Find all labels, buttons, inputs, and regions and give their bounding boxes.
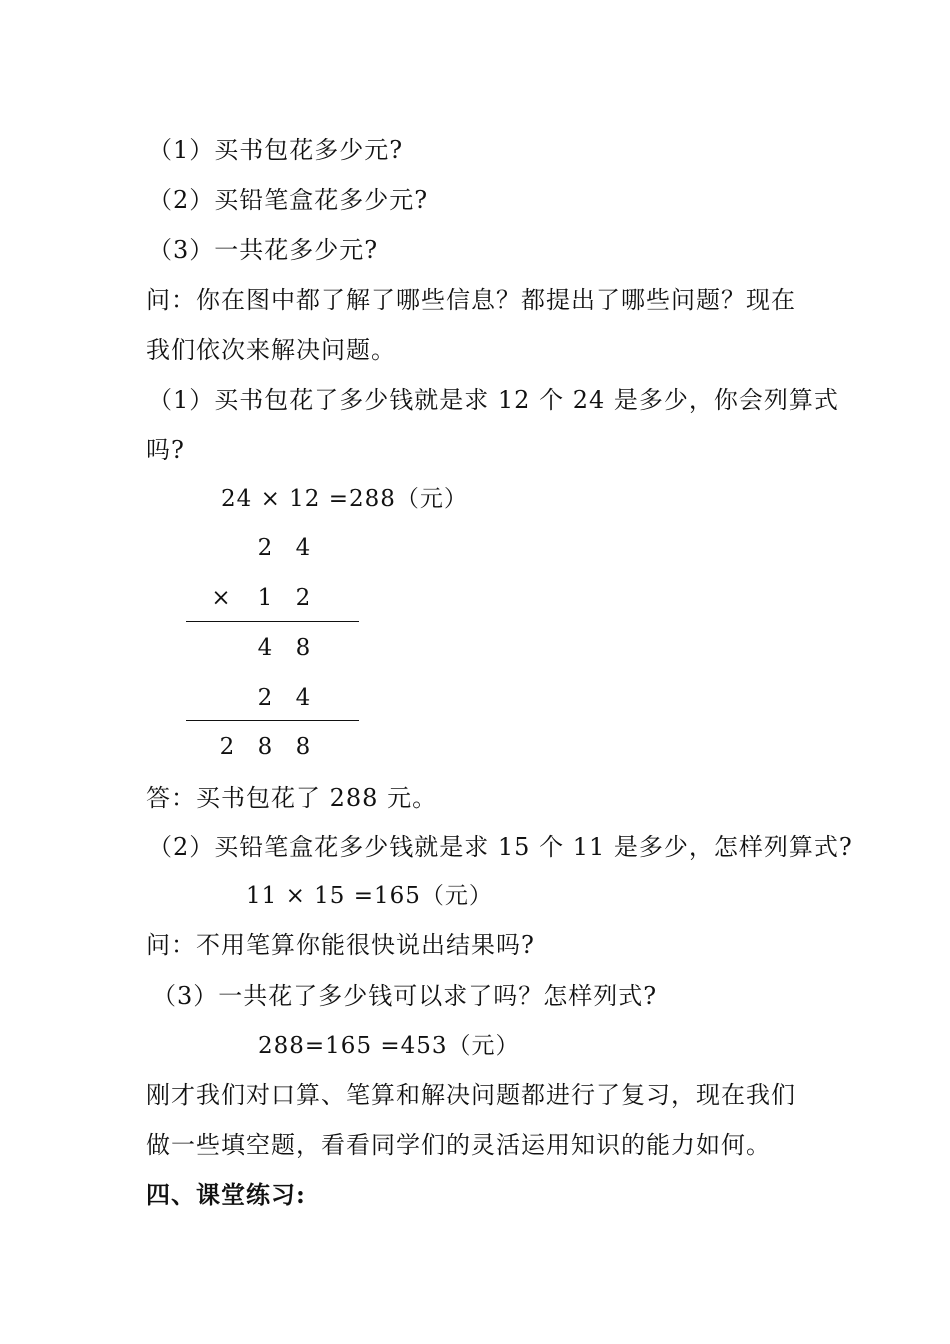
product-digit: 8 xyxy=(295,734,311,760)
multiplicand-digit: 2 xyxy=(257,535,273,561)
question-1: （1）买书包花多少元? xyxy=(148,136,404,164)
calc-divider-1 xyxy=(186,621,359,622)
teacher-question-mental: 问：不用笔算你能很快说出结果吗? xyxy=(146,931,535,959)
multiplier-digit: 2 xyxy=(295,585,311,611)
multiplier-digit: 1 xyxy=(257,585,273,611)
partial-product-digit: 2 xyxy=(257,685,273,711)
multiply-sign: × xyxy=(211,585,231,611)
question-2: （2）买铅笔盒花多少元? xyxy=(148,186,429,214)
step-3: （3）一共花了多少钱可以求了吗？怎样列式? xyxy=(152,982,658,1010)
partial-product-digit: 4 xyxy=(257,635,273,661)
section-heading: 四、课堂练习: xyxy=(146,1180,306,1209)
calc-divider-2 xyxy=(186,720,359,721)
multiplicand-digit: 4 xyxy=(295,535,311,561)
equation-1: 24 × 12 =288（元） xyxy=(221,486,468,512)
teacher-question-line-1: 问：你在图中都了解了哪些信息？都提出了哪些问题？现在 xyxy=(146,286,796,314)
step-2: （2）买铅笔盒花多少钱就是求 15 个 11 是多少，怎样列算式? xyxy=(148,833,853,861)
summary-line-2: 做一些填空题，看看同学们的灵活运用知识的能力如何。 xyxy=(146,1131,771,1159)
product-digit: 8 xyxy=(257,734,273,760)
summary-line-1: 刚才我们对口算、笔算和解决问题都进行了复习，现在我们 xyxy=(146,1081,796,1109)
step-1-line-1: （1）买书包花了多少钱就是求 12 个 24 是多少，你会列算式 xyxy=(148,386,839,414)
teacher-question-line-2: 我们依次来解决问题。 xyxy=(146,336,396,364)
partial-product-digit: 8 xyxy=(295,635,311,661)
question-3: （3）一共花多少元? xyxy=(148,236,379,264)
step-1-line-2: 吗? xyxy=(146,436,185,464)
equation-3: 288=165 =453（元） xyxy=(258,1033,520,1059)
partial-product-digit: 4 xyxy=(295,685,311,711)
equation-2: 11 × 15 =165（元） xyxy=(246,883,493,909)
product-digit: 2 xyxy=(219,734,235,760)
answer-1: 答：买书包花了 288 元。 xyxy=(146,784,438,812)
